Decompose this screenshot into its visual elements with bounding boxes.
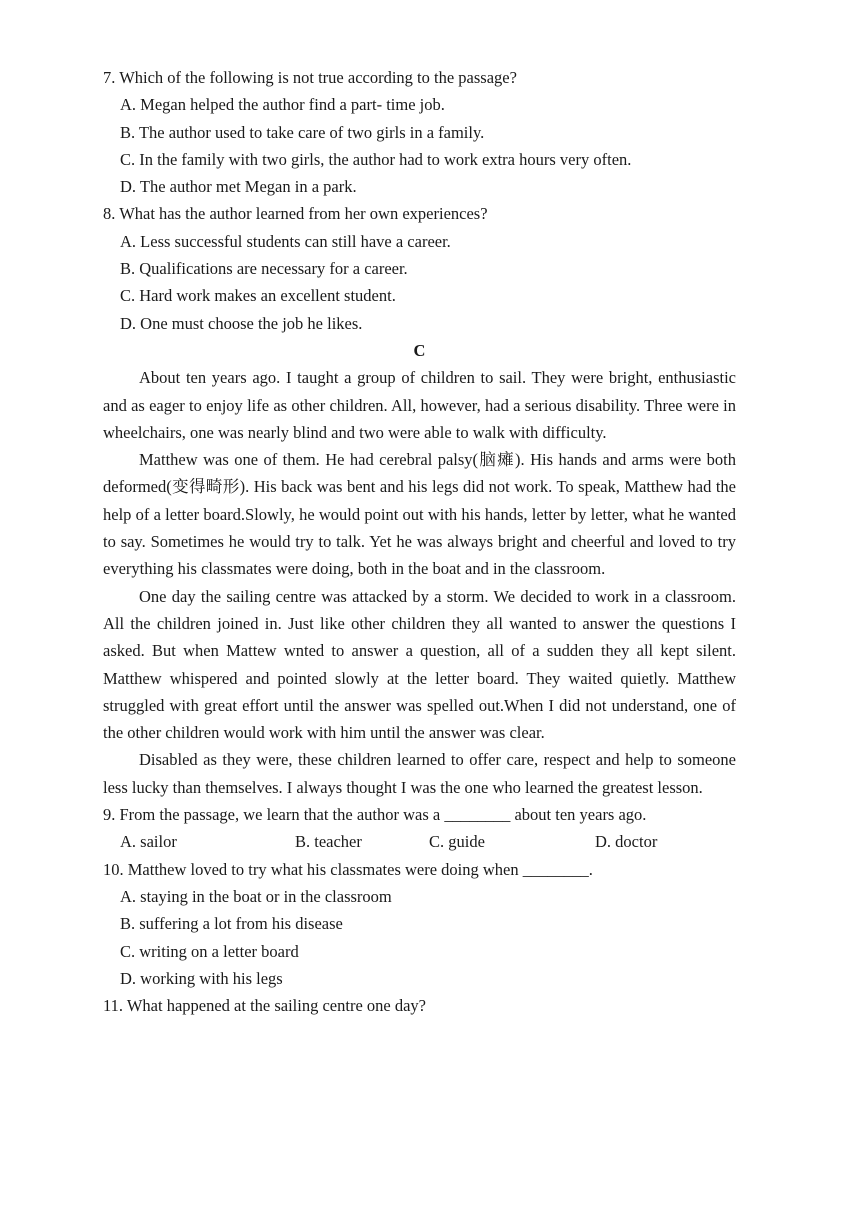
- option-b: B. Qualifications are necessary for a career.: [120, 259, 408, 279]
- question-stem: 9. From the passage, we learn that the author was a ________ about ten years ago.: [103, 805, 647, 825]
- option-b: B. suffering a lot from his disease: [120, 914, 343, 934]
- question-stem: 10. Matthew loved to try what his classmates were doing when ________.: [103, 859, 593, 879]
- option-a: A. Megan helped the author find a part- time job.: [120, 95, 445, 115]
- question-10: [103, 856, 736, 992]
- options-row: [103, 828, 736, 855]
- question-stem: 8. What has the author learned from her own experiences?: [103, 204, 488, 224]
- option-c: C. Hard work makes an excellent student.: [120, 286, 396, 306]
- option-a: A. Less successful students can still have a career.: [120, 231, 451, 251]
- option-d: D. working with his legs: [120, 968, 283, 988]
- question-stem: 11. What happened at the sailing centre one day?: [103, 996, 426, 1016]
- question-8: [103, 200, 736, 336]
- option-b: B. teacher: [295, 832, 362, 852]
- passage-title: C: [413, 340, 426, 360]
- page-content: [103, 64, 736, 1019]
- question-11: [103, 992, 736, 1019]
- option-d: D. The author met Megan in a park.: [120, 177, 357, 197]
- option-c: C. guide: [429, 832, 485, 852]
- question-7: [103, 64, 736, 200]
- paragraph: Matthew was one of them. He had cerebral palsy(脑瘫). His hands and arms were both deformed(变得畸形). His back was bent and his legs did not work. To speak, Matthew had the help of a letter board.Slowly, he would point out with his hands, letter by letter, what he wanted to say. Sometimes he would try to talk. Yet he was always bright and cheerful and loved to try everything his classmates were doing, both in the boat and in the classroom.: [103, 450, 736, 579]
- option-c: C. In the family with two girls, the author had to work extra hours very often.: [120, 149, 632, 169]
- option-d: D. doctor: [595, 832, 658, 852]
- paragraph: About ten years ago. I taught a group of children to sail. They were bright, enthusiastic and as eager to enjoy life as other children. All, however, had a serious disability. Three were in wheelchairs, one was nearly blind and two were able to walk with difficulty.: [103, 368, 736, 442]
- option-c: C. writing on a letter board: [120, 941, 299, 961]
- option-b: B. The author used to take care of two girls in a family.: [120, 122, 485, 142]
- paragraph: Disabled as they were, these children learned to offer care, respect and help to someone less lucky than themselves. I always thought I was the one who learned the greatest lesson.: [103, 750, 736, 797]
- question-stem: 7. Which of the following is not true according to the passage?: [103, 68, 517, 87]
- option-d: D. One must choose the job he likes.: [120, 313, 363, 333]
- question-9: [103, 801, 736, 856]
- option-a: A. staying in the boat or in the classroom: [120, 886, 392, 906]
- option-a: A. sailor: [120, 832, 177, 852]
- paragraph: One day the sailing centre was attacked by a storm. We decided to work in a classroom. All the children joined in. Just like other children they all wanted to answer the questions I asked. But when Mattew wnted to answer a question, all of a sudden they all kept silent. Matthew whispered and pointed slowly at the letter board. They waited quietly. Matthew struggled with great effort until the answer was spelled out.When I did not understand, one of the other children would work with him until the answer was clear.: [103, 586, 736, 743]
- passage-c: [103, 364, 736, 801]
